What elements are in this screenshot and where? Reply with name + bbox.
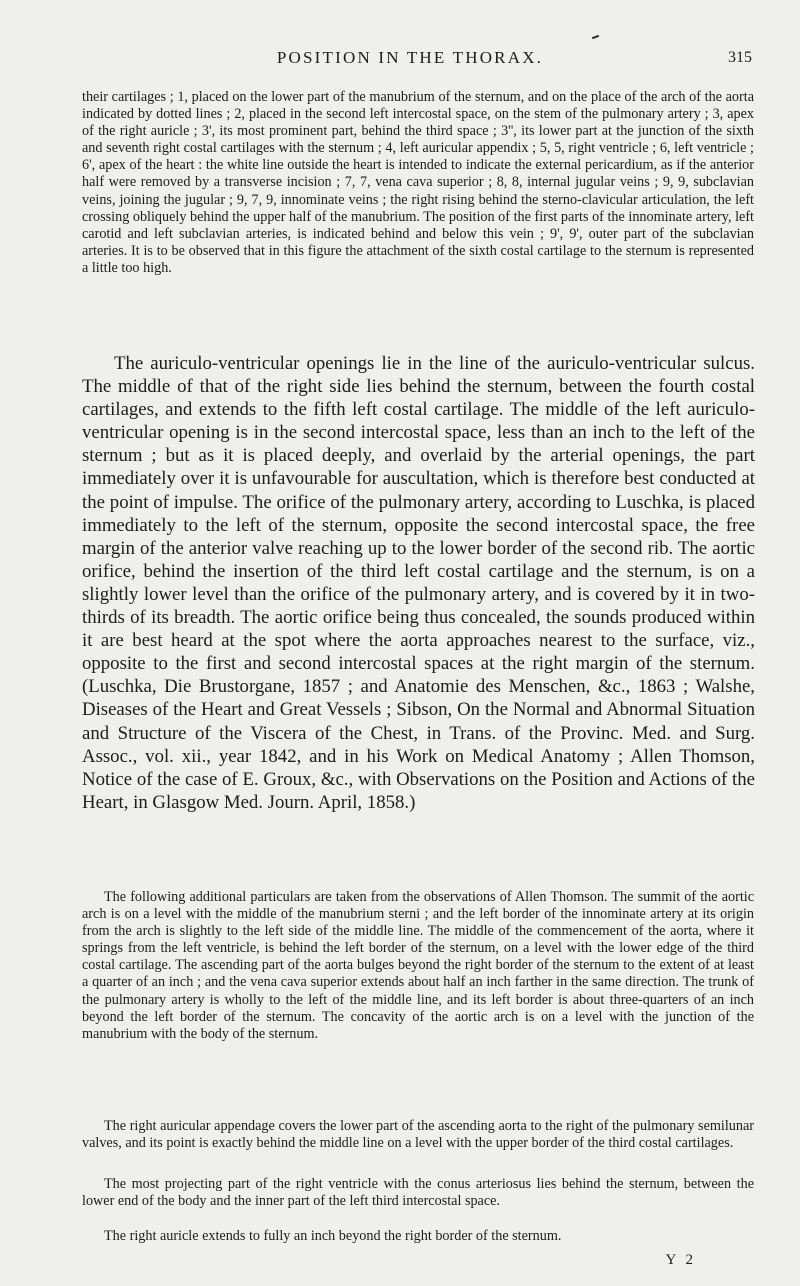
paragraph-right-auricular-appendage: The right auricular appendage covers the lower part of the ascending aorta to the right of the pulmonary semilunar valves, and its point is exactly behind the middle line on a level with the upper border of the third costal cartilages. — [82, 1118, 754, 1152]
paragraph-right-ventricle: The most projecting part of the right ventricle with the conus arteriosus lies behind the sternum, between the lower end of the body and the inner part of the left third intercostal space. — [82, 1176, 754, 1210]
main-paragraph: The auriculo-ventricular openings lie in the line of the auriculo-ventricular sulcus. The middle of that of the right side lies behind the sternum, between the fourth costal cartilages, and extends to the fifth left costal cartilage. The middle of the left auriculo-ventricular opening is in the second intercostal space, less than an inch to the left of the sternum ; but as it is placed deeply, and overlaid by the arterial openings, the part immediately over it is unfavourable for auscultation, which is therefore best conducted at the point of impulse. The orifice of the pulmonary artery, according to Luschka, is placed immediately to the left of the sternum, opposite the second intercostal space, the free margin of the anterior valve reaching up to the lower border of the second rib. The aortic orifice, behind the insertion of the third left costal cartilage and the sternum, is on a slightly lower level than the orifice of the pulmonary artery, and is covered by it in two-thirds of its breadth. The aortic orifice being thus concealed, the sounds produced within it are best heard at the spot where the aorta approaches nearest to the surface, viz., opposite to the first and second intercostal spaces at the right margin of the sternum. (Luschka, Die Brustorgane, 1857 ; and Anatomie des Menschen, &c., 1863 ; Walshe, Diseases of the Heart and Great Vessels ; Sibson, On the Normal and Abnormal Situation and Structure of the Viscera of the Chest, in Trans. of the Provinc. Med. and Surg. Assoc., vol. xii., year 1842, and in his Work on Medical Anatomy ; Allen Thomson, Notice of the case of E. Groux, &c., with Observations on the Position and Actions of the Heart, in Glasgow Med. Journ. April, 1858.) — [82, 353, 755, 813]
ink-mark — [592, 35, 599, 39]
paragraph-additional-particulars: The following additional particulars are taken from the observations of Allen Thomson. The summit of the aortic arch is on a level with the middle of the manubrium sterni ; and the left border of the innominate artery at its origin from the arch is slightly to the left side of the middle line. The middle of the commencement of the aorta, where it springs from the left ventricle, is behind the left border of the sternum, on a level with the lower edge of the third costal cartilage. The ascending part of the aorta bulges beyond the right border of the sternum to the extent of at least a quarter of an inch ; and the vena cava superior extends about half an inch farther in the same direction. The trunk of the pulmonary artery is wholly to the left of the middle line, and its left border is about three-quarters of an inch beyond the left border of the sternum. The concavity of the aortic arch is on a level with the junction of the manubrium with the body of the sternum. — [82, 889, 754, 1042]
signature-mark: Y 2 — [665, 1252, 696, 1268]
running-header: POSITION IN THE THORAX. — [276, 48, 544, 67]
paragraph-right-auricle: The right auricle extends to fully an inch beyond the right border of the sternum. — [104, 1228, 562, 1244]
figure-caption-continuation: their cartilages ; 1, placed on the lower part of the manubrium of the sternum, and on the place of the arch of the aorta indicated by dotted lines ; 2, placed in the second left intercostal space, on the stem of the pulmonary artery ; 3, apex of the right auricle ; 3', its most prominent part, behind the third space ; 3'', its lower part at the junction of the sixth and seventh right costal cartilages with the sternum ; 4, left auricular appendix ; 5, 5, right ventricle ; 6, left ventricle ; 6', apex of the heart : the white line outside the heart is intended to indicate the external pericardium, as if the anterior half were removed by a transverse incision ; 7, 7, vena cava superior ; 8, 8, internal jugular veins ; 9, 9, subclavian veins, joining the jugular ; 9, 7, 9, innominate veins ; the right rising behind the sterno-clavicular articulation, the left crossing obliquely behind the upper half of the manubrium. The position of the first parts of the innominate artery, left carotid and left subclavian arteries, is indicated behind and below this vein ; 9', 9', outer part of the subclavian arteries. It is to be observed that in this figure the attachment of the sixth costal cartilage to the sternum is represented a little too high. — [82, 89, 754, 276]
page-number: 315 — [728, 49, 752, 66]
